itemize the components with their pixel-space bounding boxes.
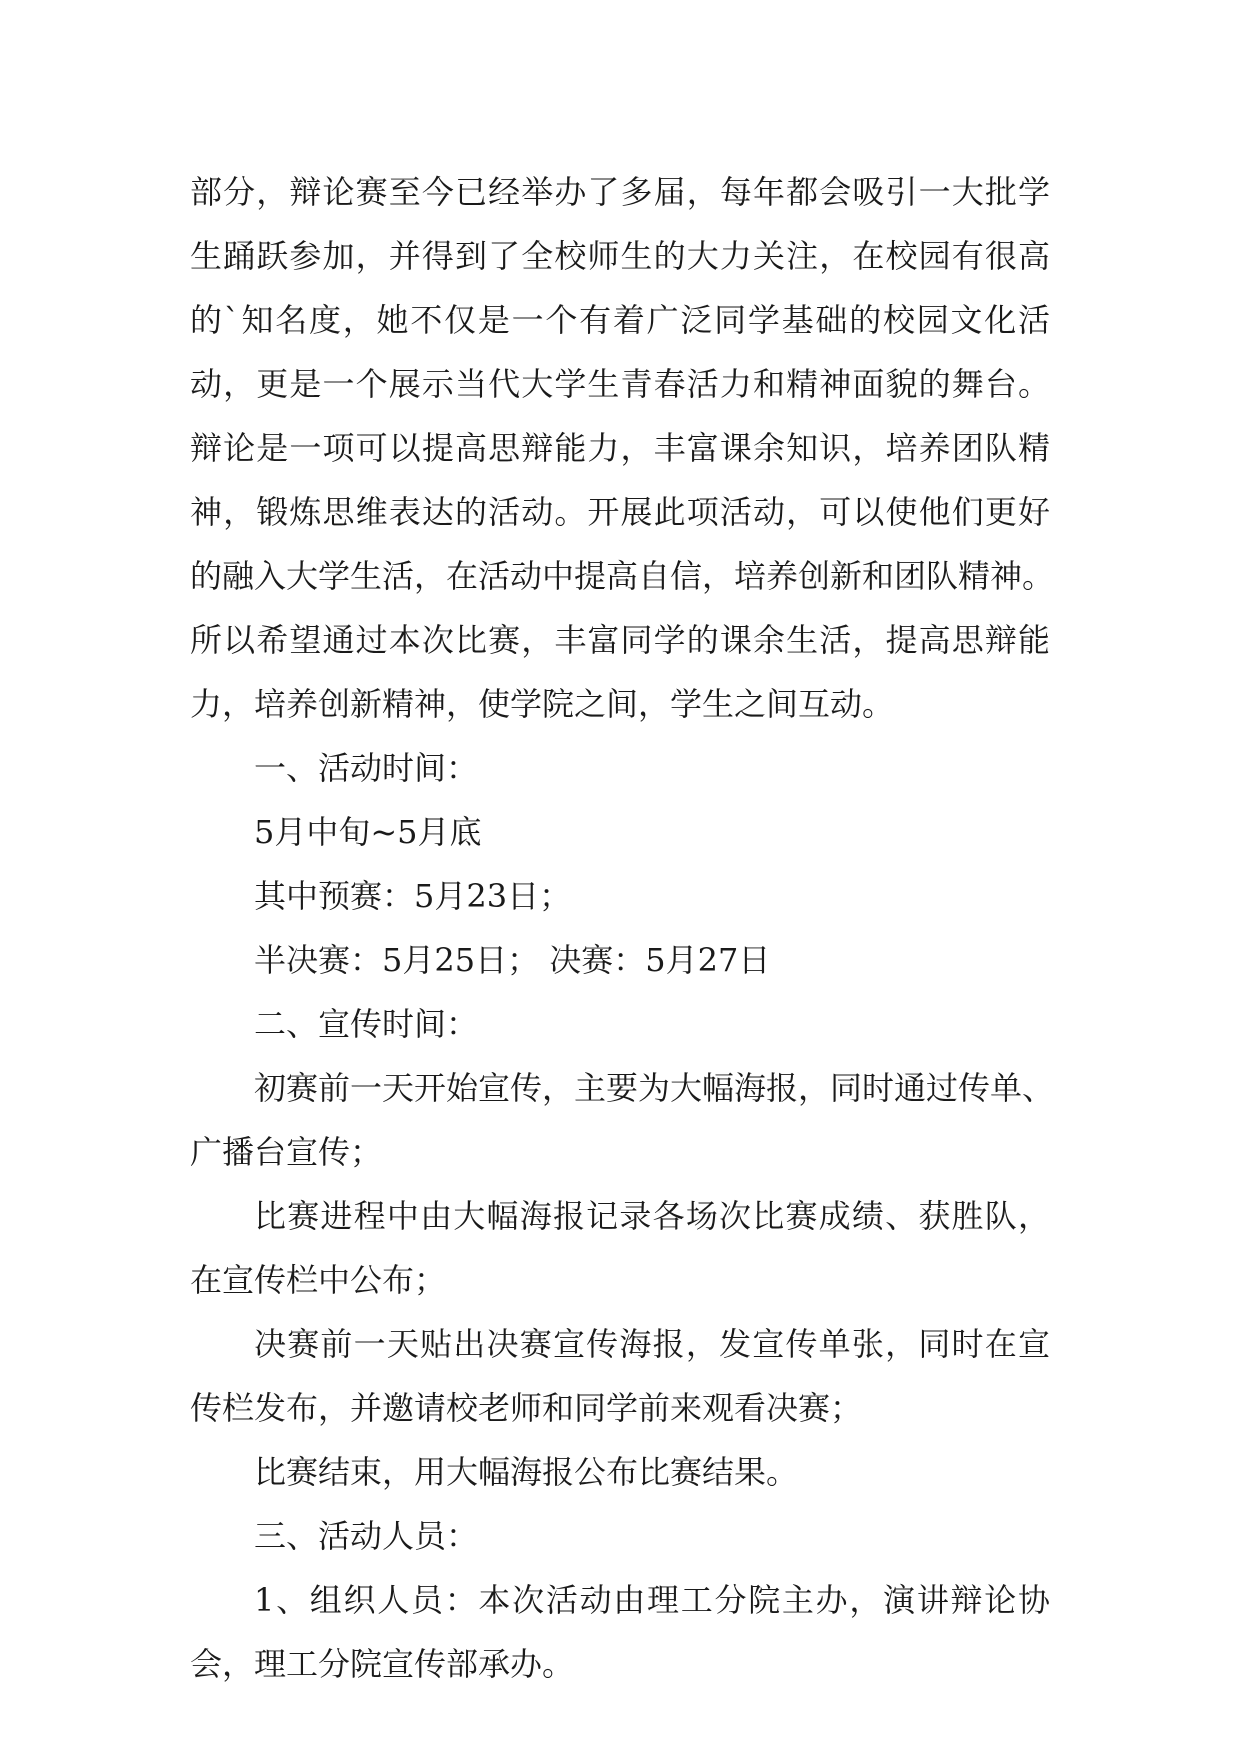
text-line: 辩论是一项可以提高思辩能力，丰富课余知识，培养团队精 — [190, 429, 1050, 467]
section-heading: 二、宣传时间： — [254, 1005, 479, 1043]
section-heading: 三、活动人员： — [254, 1517, 479, 1555]
text-line: 生踊跃参加，并得到了全校师生的大力关注，在校园有很高 — [190, 237, 1050, 275]
text-line: 初赛前一天开始宣传，主要为大幅海报，同时通过传单、 — [254, 1069, 1055, 1107]
text-line: 动，更是一个展示当代大学生青春活力和精神面貌的舞台。 — [190, 365, 1050, 403]
text-line: 其中预赛：5月23日； — [254, 877, 572, 915]
text-line: 力，培养创新精神，使学院之间，学生之间互动。 — [190, 685, 895, 723]
text-line: 传栏发布，并邀请校老师和同学前来观看决赛； — [190, 1389, 863, 1427]
text-line: 决赛前一天贴出决赛宣传海报，发宣传单张，同时在宣 — [254, 1325, 1050, 1363]
text-line: 的融入大学生活，在活动中提高自信，培养创新和团队精神。 — [190, 557, 1055, 595]
text-line: 会，理工分院宣传部承办。 — [190, 1645, 575, 1683]
text-line: 半决赛：5月25日； 决赛：5月27日 — [254, 941, 771, 979]
text-line: 比赛进程中由大幅海报记录各场次比赛成绩、获胜队， — [254, 1197, 1050, 1235]
text-line: 在宣传栏中公布； — [190, 1261, 447, 1299]
text-line: 比赛结束，用大幅海报公布比赛结果。 — [254, 1453, 799, 1491]
section-heading: 一、活动时间： — [254, 749, 479, 787]
text-line: 部分，辩论赛至今已经举办了多届，每年都会吸引一大批学 — [190, 173, 1050, 211]
text-line: 所以希望通过本次比赛，丰富同学的课余生活，提高思辩能 — [190, 621, 1050, 659]
document-body — [190, 160, 1055, 1696]
text-line: 神，锻炼思维表达的活动。开展此项活动，可以使他们更好 — [190, 493, 1050, 531]
text-line: 1、组织人员：本次活动由理工分院主办，演讲辩论协 — [254, 1581, 1050, 1619]
text-line: 的`知名度，她不仅是一个有着广泛同学基础的校园文化活 — [190, 301, 1050, 339]
text-line: 广播台宣传； — [190, 1133, 383, 1171]
text-line: 5月中旬~5月底 — [254, 813, 482, 851]
